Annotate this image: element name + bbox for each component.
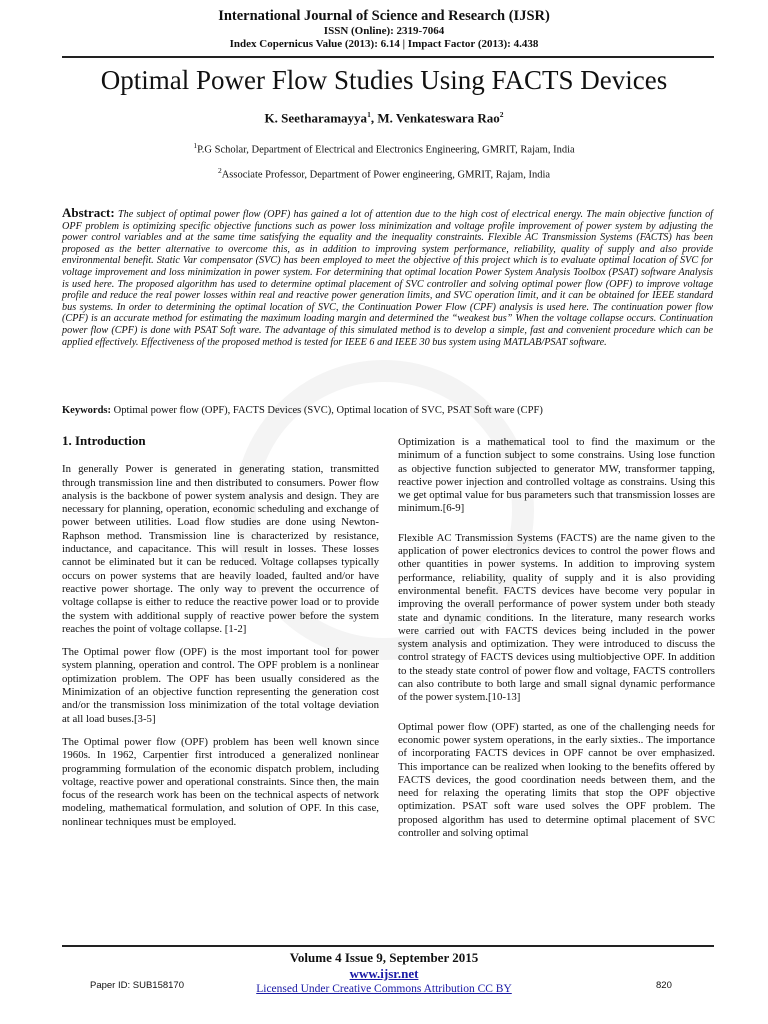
author-separator: , (370, 110, 378, 126)
journal-url-link[interactable]: www.ijsr.net (349, 966, 419, 981)
footer-rule (62, 945, 714, 947)
author-line (0, 110, 768, 126)
author-1: K. Seetharamayya (264, 110, 368, 126)
journal-name: International Journal of Science and Research (IJSR) (218, 8, 550, 24)
license-link[interactable]: Licensed Under Creative Commons Attribution CC BY (256, 983, 512, 995)
volume-issue: Volume 4 Issue 9, September 2015 (289, 950, 479, 965)
affiliation-1-mark: 1 (193, 141, 198, 150)
author-1-affil-mark: 1 (367, 110, 371, 119)
affiliation-1-text: P.G Scholar, Department of Electrical and Electronics Engineering, GMRIT, Rajam, India (197, 144, 575, 156)
author-2-affil-mark: 2 (499, 110, 504, 119)
affiliation-1 (0, 141, 768, 156)
keywords-label: Keywords: (62, 405, 111, 416)
journal-header (0, 8, 768, 51)
abstract-label: Abstract: (62, 205, 115, 220)
paragraph: Optimal power flow (OPF) started, as one of the challenging needs for economic power system operations, in the early sixties.. The importance of incorporating FACTS devices in OPF cannot be over emphasized. This importance can be realized when looking to the benefits offered by FACTS devices, the good coordination needs between them, and the need for relaxing the operating limits that stop the OPF objective optimization. PSAT soft ware used solves the OPF problem. The proposed algorithm has used to determine optimal placement of SVC controller and solving optimal (398, 720, 715, 840)
affiliation-2-mark: 2 (217, 166, 222, 175)
abstract-text: The subject of optimal power flow (OPF) has gained a lot of attention due to the high cost of electrical energy. The main objective function of OPF problem is optimizing specific objective functions such as power loss minimization and voltage profile improvement of power system by adjusting the power control variables and at the same time satisfying the equality and the inequality constraints. Flexible AC Transmission Systems (FACTS) has been proposed as the better alternative to overcome this, as in addition to improving system performance, reliability, quality of supply and also provide environmental benefit. Static Var compensator (SVC) has been employed to meet the objective of this project which is to evaluate optimal location of SVC for voltage improvement and loss minimization in power system. For determining that optimal location Power System Analysis Toolbox (PSAT) software Analysis is used here. The proposed algorithm has used to determine optimal placement of SVC controller and solving optimal power flow (OPF) to improve voltage profile and reduce the real power losses within real and reactive power generation limits, and SVC operation limit, and it can be obtained for IEEE standard bus systems. In order to determining the optimal location of SVC, the Continuation Power Flow (CPF) analysis is used here. The continuation power flow (CPF) is an accurate method for estimating the maximum loading margin and determined the “weakest bus” When the voltage collapse occurs. Continuation power flow (CPF) is done with PSAT Soft ware. The advantage of this simulated method is to develop a simple, fast and convenient procedure which can be applied effectively. Effectiveness of the proposed method is tested for IEEE 6 and IEEE 30 bus system using MATLAB/PSAT software. (62, 209, 714, 348)
paragraph: The Optimal power flow (OPF) is the most important tool for power system planning, operation and control. The OPF problem is a nonlinear optimization problem. The OPF has been usually considered as the Minimization of an objective function representing the generation cost and/or the transmission loss minimization of the total voltage deviation at all load buses.[3-5] (62, 646, 379, 725)
keywords-text: Optimal power flow (OPF), FACTS Devices (SVC), Optimal location of SVC, PSAT Soft ware (CPF) (113, 405, 543, 416)
keywords (62, 405, 713, 416)
paragraph: In generally Power is generated in generating station, transmitted through transmission line and then distributed to consumers. Power flow analysis is the backbone of power system analysis and design. They are necessary for planning, operation, economic scheduling and exchange of power between utilities. Load flow studies are done using Newton-Raphson method. Transmission line is characterized by resistance, inductance, and capacitance. This will result in losses. These losses cannot be eliminated but it can be reduced. Voltage collapses typically occurs on power systems that are heavily loaded, faulted and/or have reactive power shortage. The only way to prevent the occurrence of voltage collapse is either to reduce the reactive power load or to provide the system with additional supply of reactive power before the system reaches the point of voltage collapse. [1-2] (62, 463, 379, 635)
affiliation-2-text: Associate Professor, Department of Power engineering, GMRIT, Rajam, India (221, 169, 551, 181)
index-line: Index Copernicus Value (2013): 6.14 | Impact Factor (2013): 4.438 (229, 38, 539, 50)
paragraph: The Optimal power flow (OPF) problem has been well known since 1960s. In 1962, Carpentier first introduced a generalized nonlinear programming formulation of the economic dispatch problem, including voltage, reactive power and operational constraints. Since then, the main focus of the research work has been on the technical aspects of network modeling, mathematical formulation, and solution of OPF. In this case, nonlinear techniques must be employed. (62, 735, 379, 828)
page-number: 820 (656, 980, 672, 991)
affiliation-2 (0, 166, 768, 181)
issn-line: ISSN (Online): 2319-7064 (323, 25, 445, 37)
paper-id: Paper ID: SUB158170 (90, 980, 185, 991)
paragraph: Flexible AC Transmission Systems (FACTS) are the name given to the application of power electronics devices to control the power flows and other quantities in power systems. In addition to improving system performance, reliability, quality of supply and it is also providing environmental benefit. FACTS devices have become very popular in improving the overall performance of power system under both steady state and dynamic conditions. In the literature, many research works were carried out with FACTS devices being included in the power system analysis and optimization. They were introduced to discuss the control strategy of FACTS devices using multiobjective OPF. In addition to the steady state control of power flow and voltage, FACTS controllers can also contribute to both large and small signal dynamic performance of the power system.[10-13] (398, 531, 715, 704)
section-heading-introduction: 1. Introduction (62, 433, 146, 448)
header-rule (62, 56, 714, 58)
paper-title: Optimal Power Flow Studies Using FACTS Devices (100, 65, 668, 95)
author-2: M. Venkateswara Rao (377, 110, 500, 126)
paragraph: Optimization is a mathematical tool to find the maximum or the minimum of a function subject to some constrains. Using lose function as objective function subjected to generator MW, transformer tapping, reactive power injection and controlled voltage as constrains. Using this we get optimal value for bus parameters such that transmission losses are minimum.[6-9] (398, 436, 715, 515)
left-column (62, 434, 379, 839)
right-column (398, 436, 715, 850)
abstract (62, 207, 713, 348)
